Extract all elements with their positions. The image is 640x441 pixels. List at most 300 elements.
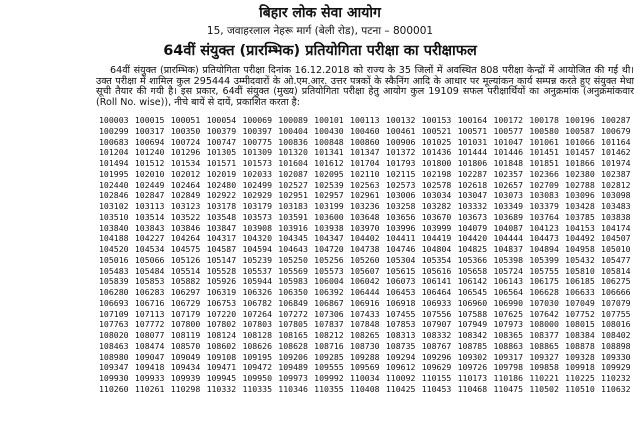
roll-number-cell: 104720 <box>314 244 344 254</box>
roll-number-cell: 101848 <box>493 158 524 168</box>
roll-number-cell: 100015 <box>134 115 165 125</box>
roll-number-cell: 108716 <box>314 340 344 351</box>
roll-number-cell: 103996 <box>385 222 416 233</box>
roll-number-cell: 108384 <box>565 330 595 340</box>
roll-number-cell: 103656 <box>385 211 416 222</box>
roll-number-cell: 110092 <box>385 373 416 383</box>
roll-number-cell: 108124 <box>206 330 237 340</box>
roll-number-cell: 108865 <box>529 340 559 351</box>
roll-number-grid <box>99 115 637 395</box>
roll-number-cell: 107853 <box>385 319 416 330</box>
roll-number-cell: 109472 <box>242 362 273 373</box>
roll-number-cell: 101347 <box>350 147 380 158</box>
roll-number-cell: 105514 <box>170 265 201 276</box>
table-row <box>99 276 637 287</box>
roll-number-cell: 101446 <box>493 147 524 158</box>
roll-number-cell: 109294 <box>385 351 416 362</box>
roll-number-cell: 105658 <box>457 265 488 276</box>
roll-number-cell: 108377 <box>529 330 559 340</box>
roll-number-cell: 110232 <box>601 373 631 383</box>
roll-number-cell: 108332 <box>421 330 452 340</box>
roll-number-cell: 103548 <box>206 211 237 222</box>
table-row <box>99 352 637 363</box>
roll-number-cell: 106143 <box>493 276 524 287</box>
commission-name: बिहार लोक सेवा आयोग <box>259 5 381 21</box>
roll-number-cell: 105016 <box>99 254 129 265</box>
roll-number-cell: 101240 <box>134 147 165 158</box>
roll-number-cell: 109302 <box>457 351 488 362</box>
roll-number-cell: 106326 <box>242 287 273 297</box>
roll-number-cell: 107800 <box>170 319 201 330</box>
roll-number-cell: 100860 <box>350 136 380 147</box>
roll-number-cell: 108474 <box>134 340 165 351</box>
roll-number-cell: 101866 <box>565 158 595 168</box>
table-row <box>99 362 637 373</box>
roll-number-cell: 107306 <box>314 308 344 319</box>
roll-number-cell: 102449 <box>134 179 165 190</box>
roll-number-cell: 109330 <box>601 351 631 362</box>
roll-number-cell: 105484 <box>134 265 165 276</box>
roll-number-cell: 107805 <box>278 319 308 330</box>
roll-number-cell: 101031 <box>457 136 488 147</box>
roll-number-cell: 106960 <box>457 297 488 308</box>
roll-number-cell: 106716 <box>134 297 165 308</box>
roll-number-cell: 103510 <box>99 211 129 222</box>
roll-number-cell: 109489 <box>278 362 308 373</box>
table-row <box>99 384 637 395</box>
roll-number-cell: 106729 <box>170 297 201 308</box>
roll-number-cell: 101800 <box>421 158 452 168</box>
roll-number-cell: 100577 <box>493 125 524 136</box>
roll-number-cell: 101305 <box>206 147 237 158</box>
roll-number-cell: 109726 <box>457 362 488 373</box>
roll-number-cell: 109285 <box>314 351 344 362</box>
roll-number-cell: 104264 <box>170 233 201 244</box>
roll-number-cell: 107772 <box>134 319 165 330</box>
roll-number-cell: 109555 <box>314 362 344 373</box>
roll-number-cell: 108626 <box>242 340 273 351</box>
roll-number-cell: 105250 <box>278 254 308 265</box>
roll-number-cell: 103379 <box>529 201 559 211</box>
roll-number-cell: 105724 <box>493 265 524 276</box>
roll-number-cell: 103073 <box>493 190 524 201</box>
roll-number-cell: 102527 <box>278 179 308 190</box>
roll-number-cell: 105399 <box>529 254 559 265</box>
roll-number-cell: 103098 <box>601 190 631 201</box>
roll-number-cell: 104958 <box>565 244 595 254</box>
roll-number-cell: 108342 <box>457 330 488 340</box>
roll-number-cell: 100404 <box>278 125 308 136</box>
table-row <box>99 233 637 244</box>
roll-number-cell: 101309 <box>242 147 273 158</box>
table-row <box>99 319 637 330</box>
roll-number-cell: 108767 <box>421 340 452 351</box>
roll-number-cell: 103258 <box>385 201 416 211</box>
roll-number-cell: 105528 <box>206 265 237 276</box>
roll-number-cell: 100101 <box>314 115 344 125</box>
roll-number-cell: 105882 <box>170 276 201 287</box>
roll-number-cell: 103047 <box>457 190 488 201</box>
roll-number-cell: 108015 <box>565 319 595 330</box>
roll-number-cell: 102287 <box>457 168 488 179</box>
roll-number-cell: 105569 <box>278 265 308 276</box>
roll-number-cell: 100317 <box>134 125 165 136</box>
roll-number-cell: 110502 <box>529 383 559 394</box>
roll-number-cell: 103847 <box>206 222 237 233</box>
roll-number-cell: 108628 <box>278 340 308 351</box>
roll-number-cell: 100299 <box>99 125 129 136</box>
roll-number-cell: 110221 <box>529 373 559 383</box>
roll-number-cell: 100683 <box>99 136 129 147</box>
roll-number-cell: 108016 <box>601 319 631 330</box>
roll-number-cell: 100430 <box>314 125 344 136</box>
roll-number-cell: 106453 <box>385 287 416 297</box>
roll-number-cell: 103006 <box>385 190 416 201</box>
roll-number-cell: 104643 <box>278 244 308 254</box>
roll-number-cell: 102539 <box>314 179 344 190</box>
roll-number-cell: 101806 <box>457 158 488 168</box>
table-row <box>99 180 637 191</box>
roll-number-cell: 108785 <box>457 340 488 351</box>
roll-number-cell: 102366 <box>529 168 559 179</box>
roll-number-cell: 100679 <box>601 125 631 136</box>
roll-number-cell: 108365 <box>493 330 524 340</box>
roll-number-cell: 104188 <box>99 233 129 244</box>
roll-number-cell: 103178 <box>206 201 237 211</box>
roll-number-cell: 107556 <box>421 308 452 319</box>
roll-number-cell: 107763 <box>99 319 129 330</box>
roll-number-cell: 106666 <box>601 287 631 297</box>
roll-number-cell: 104492 <box>565 233 595 244</box>
roll-number-cell: 103034 <box>421 190 452 201</box>
roll-number-cell: 107049 <box>565 297 595 308</box>
roll-number-cell: 101457 <box>565 147 595 158</box>
roll-number-cell: 109328 <box>565 351 595 362</box>
roll-number-cell: 104837 <box>493 244 524 254</box>
roll-number-cell: 102380 <box>565 168 595 179</box>
roll-number-cell: 101066 <box>565 136 595 147</box>
roll-number-cell: 106867 <box>314 297 344 308</box>
roll-number-cell: 106275 <box>601 276 631 287</box>
roll-number-cell: 106004 <box>314 276 344 287</box>
roll-number-cell: 101204 <box>99 147 129 158</box>
roll-number-cell: 109950 <box>242 373 273 383</box>
roll-number-cell: 102788 <box>565 179 595 190</box>
roll-number-cell: 101573 <box>242 158 273 168</box>
roll-number-cell: 107264 <box>242 308 273 319</box>
roll-number-cell: 108165 <box>278 330 308 340</box>
roll-number-cell: 107113 <box>134 308 165 319</box>
roll-number-cell: 106175 <box>529 276 559 287</box>
roll-number-cell: 105010 <box>601 244 631 254</box>
roll-number-cell: 101512 <box>134 158 165 168</box>
table-row <box>99 298 637 309</box>
roll-number-cell: 103785 <box>565 211 595 222</box>
roll-number-cell: 101974 <box>601 158 631 168</box>
roll-number-cell: 101571 <box>206 158 237 168</box>
roll-number-cell: 107949 <box>457 319 488 330</box>
table-row <box>99 115 637 126</box>
roll-number-cell: 108463 <box>99 340 129 351</box>
roll-number-cell: 102846 <box>99 190 129 201</box>
roll-number-cell: 110260 <box>99 383 129 394</box>
roll-number-cell: 101851 <box>529 158 559 168</box>
roll-number-cell: 105354 <box>421 254 452 265</box>
roll-number-cell: 101296 <box>170 147 201 158</box>
roll-number-cell: 104587 <box>206 244 237 254</box>
roll-number-cell: 101451 <box>529 147 559 158</box>
roll-number-cell: 109434 <box>170 362 201 373</box>
roll-number-cell: 106933 <box>421 297 452 308</box>
roll-number-cell: 107433 <box>350 308 380 319</box>
roll-number-cell: 106350 <box>278 287 308 297</box>
roll-number-cell: 100587 <box>565 125 595 136</box>
roll-number-cell: 103183 <box>278 201 308 211</box>
roll-number-cell: 109317 <box>493 351 524 362</box>
table-row <box>99 190 637 201</box>
roll-number-cell: 108735 <box>385 340 416 351</box>
roll-number-cell: 110475 <box>493 383 524 394</box>
roll-number-cell: 104825 <box>457 244 488 254</box>
roll-number-cell: 103938 <box>314 222 344 233</box>
roll-number-cell: 104507 <box>601 233 631 244</box>
roll-number-cell: 103648 <box>350 211 380 222</box>
roll-number-cell: 104174 <box>601 222 631 233</box>
roll-number-cell: 102440 <box>99 179 129 190</box>
roll-number-cell: 109047 <box>134 351 165 362</box>
roll-number-cell: 105926 <box>206 276 237 287</box>
roll-number-cell: 107642 <box>529 308 559 319</box>
roll-number-cell: 105573 <box>314 265 344 276</box>
roll-number-cell: 102847 <box>134 190 165 201</box>
roll-number-cell: 110632 <box>601 383 631 394</box>
roll-number-cell: 102618 <box>457 179 488 190</box>
roll-number-cell: 105260 <box>350 254 380 265</box>
intro-paragraph <box>96 66 634 108</box>
roll-number-cell: 105432 <box>565 254 595 265</box>
roll-number-cell: 110468 <box>457 383 488 394</box>
roll-number-cell: 102499 <box>242 179 273 190</box>
roll-number-cell: 107272 <box>278 308 308 319</box>
roll-number-cell: 100848 <box>314 136 344 147</box>
roll-number-cell: 108980 <box>99 351 129 362</box>
roll-number-cell: 103673 <box>457 211 488 222</box>
roll-number-cell: 103522 <box>170 211 201 222</box>
roll-number-cell: 102480 <box>206 179 237 190</box>
roll-number-cell: 106782 <box>242 297 273 308</box>
roll-number-cell: 105853 <box>134 276 165 287</box>
roll-number-cell: 100089 <box>278 115 308 125</box>
roll-number-cell: 100164 <box>457 115 488 125</box>
roll-number-cell: 110186 <box>493 373 524 383</box>
roll-number-cell: 108128 <box>242 330 273 340</box>
roll-number-cell: 107588 <box>457 308 488 319</box>
roll-number-cell: 101025 <box>421 136 452 147</box>
roll-number-cell: 110408 <box>350 383 380 394</box>
roll-number-cell: 105126 <box>170 254 201 265</box>
roll-number-cell: 100379 <box>206 125 237 136</box>
table-row <box>99 169 637 180</box>
roll-number-cell: 109945 <box>206 373 237 383</box>
roll-number-cell: 102578 <box>421 179 452 190</box>
roll-number-cell: 107973 <box>493 319 524 330</box>
roll-number-cell: 107220 <box>206 308 237 319</box>
roll-number-cell: 109327 <box>529 351 559 362</box>
roll-number-cell: 107803 <box>242 319 273 330</box>
roll-number-cell: 103908 <box>242 222 273 233</box>
roll-number-cell: 103096 <box>565 190 595 201</box>
roll-number-cell: 106849 <box>278 297 308 308</box>
roll-number-cell: 103113 <box>134 201 165 211</box>
roll-number-cell: 106283 <box>134 287 165 297</box>
roll-number-cell: 102198 <box>421 168 452 179</box>
roll-number-cell: 100196 <box>565 115 595 125</box>
roll-number-cell: 109929 <box>601 362 631 373</box>
roll-number-cell: 103970 <box>350 222 380 233</box>
roll-number-cell: 105483 <box>99 265 129 276</box>
roll-number-cell: 104402 <box>350 233 380 244</box>
roll-number-cell: 103282 <box>421 201 452 211</box>
roll-number-cell: 104079 <box>457 222 488 233</box>
roll-number-cell: 109798 <box>493 362 524 373</box>
roll-number-cell: 105810 <box>565 265 595 276</box>
roll-number-cell: 104894 <box>529 244 559 254</box>
roll-number-cell: 110335 <box>242 383 273 394</box>
roll-number-cell: 103670 <box>421 211 452 222</box>
roll-number-cell: 110261 <box>134 383 165 394</box>
roll-number-cell: 109973 <box>278 373 308 383</box>
roll-number-cell: 103236 <box>350 201 380 211</box>
roll-number-cell: 102033 <box>242 168 273 179</box>
roll-number-cell: 105239 <box>242 254 273 265</box>
roll-number-cell: 101995 <box>99 168 129 179</box>
result-title: 64वीं संयुक्त (प्रारम्भिक) प्रतियोगिता परीक्षा का परीक्षाफल <box>163 43 477 59</box>
roll-number-cell: 107455 <box>385 308 416 319</box>
roll-number-cell: 101793 <box>385 158 416 168</box>
roll-number-cell: 100775 <box>242 136 273 147</box>
roll-number-cell: 100113 <box>350 115 380 125</box>
roll-number-cell: 107848 <box>350 319 380 330</box>
roll-number-cell: 102387 <box>601 168 631 179</box>
roll-number-cell: 100747 <box>206 136 237 147</box>
roll-number-cell: 104419 <box>421 233 452 244</box>
roll-number-cell: 105477 <box>601 254 631 265</box>
roll-number-cell: 104347 <box>314 233 344 244</box>
roll-number-cell: 105537 <box>242 265 273 276</box>
roll-number-cell: 106185 <box>565 276 595 287</box>
roll-number-cell: 107109 <box>99 308 129 319</box>
roll-number-cell: 106464 <box>421 287 452 297</box>
roll-number-cell: 110173 <box>457 373 488 383</box>
roll-number-cell: 100054 <box>206 115 237 125</box>
roll-number-cell: 104411 <box>385 233 416 244</box>
roll-number-cell: 101704 <box>350 158 380 168</box>
roll-number-cell: 101372 <box>385 147 416 158</box>
roll-number-cell: 101047 <box>493 136 524 147</box>
roll-number-cell: 102849 <box>170 190 201 201</box>
roll-number-cell: 103573 <box>242 211 273 222</box>
roll-number-cell: 104087 <box>493 222 524 233</box>
roll-number-cell: 104594 <box>242 244 273 254</box>
roll-number-cell: 101534 <box>170 158 201 168</box>
roll-number-cell: 108313 <box>385 330 416 340</box>
roll-number-cell: 102657 <box>493 179 524 190</box>
roll-number-cell: 103199 <box>314 201 344 211</box>
roll-number-cell: 108020 <box>99 330 129 340</box>
table-row <box>99 255 637 266</box>
roll-number-cell: 109347 <box>99 362 129 373</box>
roll-number-cell: 106392 <box>314 287 344 297</box>
roll-number-cell: 106280 <box>99 287 129 297</box>
roll-number-cell: 103514 <box>134 211 165 222</box>
roll-number-cell: 103999 <box>421 222 452 233</box>
roll-number-cell: 100397 <box>242 125 273 136</box>
roll-number-cell: 110355 <box>314 383 344 394</box>
roll-number-cell: 109471 <box>206 362 237 373</box>
roll-number-cell: 102961 <box>350 190 380 201</box>
roll-number-cell: 102922 <box>206 190 237 201</box>
roll-number-cell: 109612 <box>385 362 416 373</box>
roll-number-cell: 106319 <box>206 287 237 297</box>
roll-number-cell: 104738 <box>350 244 380 254</box>
table-row <box>99 341 637 352</box>
roll-number-cell: 106545 <box>457 287 488 297</box>
roll-number-cell: 108863 <box>493 340 524 351</box>
roll-number-cell: 110346 <box>278 383 308 394</box>
roll-number-cell: 109939 <box>170 373 201 383</box>
roll-number-cell: 104575 <box>170 244 201 254</box>
roll-number-cell: 102110 <box>350 168 380 179</box>
roll-number-cell: 107030 <box>529 297 559 308</box>
roll-number-cell: 107752 <box>565 308 595 319</box>
roll-number-cell: 103102 <box>99 201 129 211</box>
roll-number-cell: 101061 <box>529 136 559 147</box>
roll-number-cell: 102087 <box>278 168 308 179</box>
roll-number-cell: 105066 <box>134 254 165 265</box>
roll-number-cell: 108602 <box>206 340 237 351</box>
roll-number-cell: 108570 <box>170 340 201 351</box>
roll-number-cell: 108265 <box>350 330 380 340</box>
roll-number-cell: 101612 <box>314 158 344 168</box>
roll-number-cell: 109288 <box>350 351 380 362</box>
roll-number-cell: 103349 <box>493 201 524 211</box>
roll-number-cell: 109930 <box>99 373 129 383</box>
roll-number-cell: 105944 <box>242 276 273 287</box>
roll-number-cell: 109418 <box>134 362 165 373</box>
roll-number-cell: 102010 <box>134 168 165 179</box>
table-row <box>99 147 637 158</box>
roll-number-cell: 106073 <box>385 276 416 287</box>
roll-number-cell: 103483 <box>601 201 631 211</box>
roll-number-cell: 100003 <box>99 115 129 125</box>
table-row <box>99 126 637 137</box>
roll-number-cell: 102929 <box>242 190 273 201</box>
roll-number-cell: 105607 <box>350 265 380 276</box>
roll-number-cell: 109933 <box>134 373 165 383</box>
roll-number-cell: 102095 <box>314 168 344 179</box>
roll-number-cell: 100521 <box>421 125 452 136</box>
roll-number-cell: 110425 <box>385 383 416 394</box>
roll-number-cell: 103600 <box>314 211 344 222</box>
roll-number-cell: 105983 <box>278 276 308 287</box>
roll-number-cell: 109206 <box>278 351 308 362</box>
roll-number-cell: 102812 <box>601 179 631 190</box>
roll-number-cell: 103591 <box>278 211 308 222</box>
table-row <box>99 287 637 298</box>
roll-number-cell: 105398 <box>493 254 524 265</box>
roll-number-cell: 105256 <box>314 254 344 265</box>
roll-number-cell: 100571 <box>457 125 488 136</box>
